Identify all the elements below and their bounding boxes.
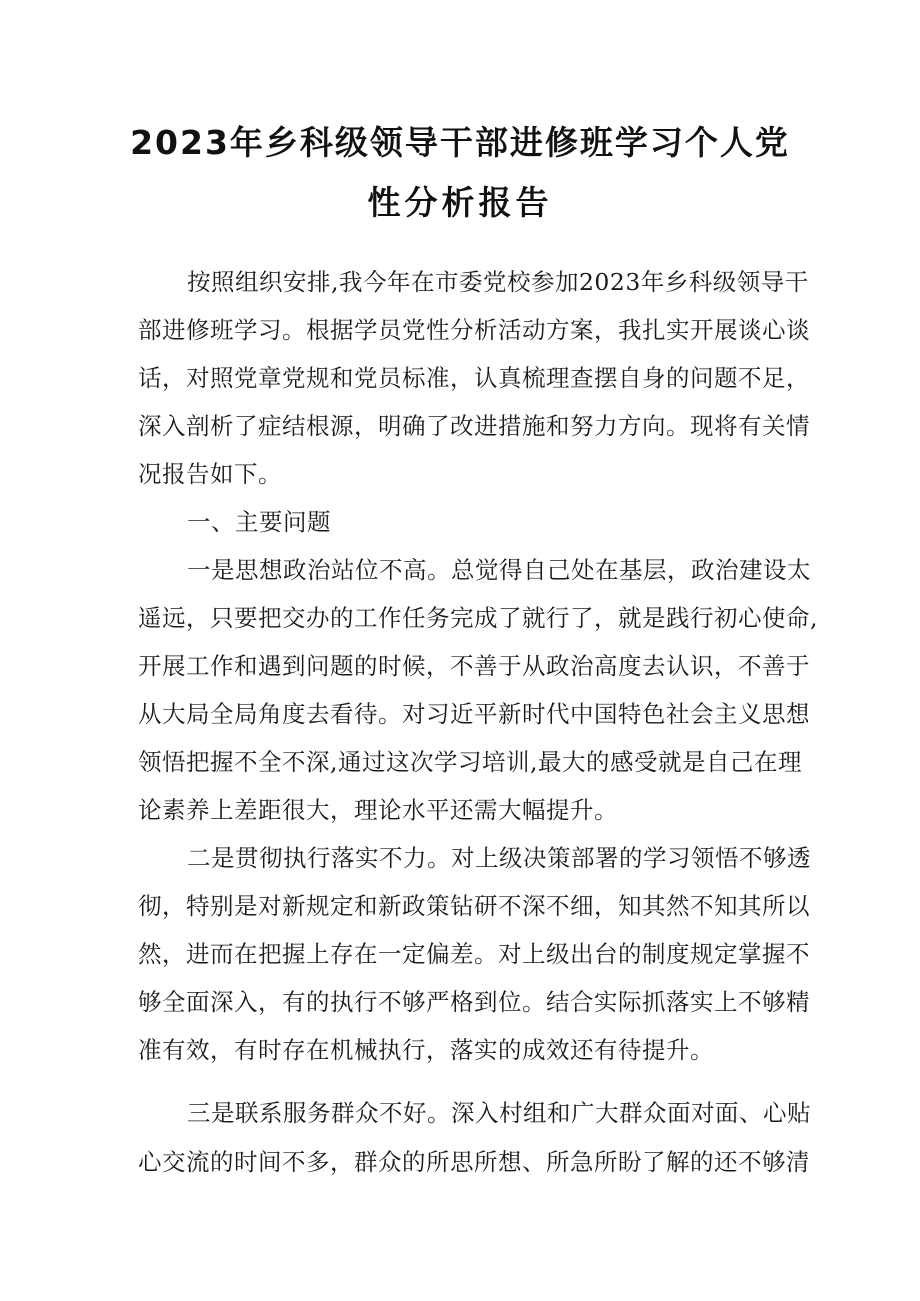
text-line: 按照组织安排,我今年在市委党校参加2023年乡科级领导干 [187, 268, 809, 296]
text-line: 心交流的时间不多，群众的所思所想、所急所盼了解的还不够清 [138, 1148, 810, 1176]
text-line: 况报告如下。 [138, 460, 282, 488]
document-title-line-2: 性分析报告 [367, 183, 553, 222]
text-line: 三是联系服务群众不好。深入村组和广大群众面对面、心贴 [187, 1099, 811, 1127]
text-line: 深入剖析了症结根源，明确了改进措施和努力方向。现将有关情 [138, 412, 810, 440]
text-line: 从大局全局角度去看待。对习近平新时代中国特色社会主义思想 [138, 700, 810, 728]
text-line: 话，对照党章党规和党员标准，认真梳理查摆自身的问题不足， [138, 364, 810, 392]
text-line: 准有效，有时存在机械执行，落实的成效还有待提升。 [138, 1036, 714, 1064]
text-line: 二是贯彻执行落实不力。对上级决策部署的学习领悟不够透 [187, 844, 811, 872]
text-line: 部进修班学习。根据学员党性分析活动方案，我扎实开展谈心谈 [138, 316, 810, 344]
text-line: 够全面深入，有的执行不够严格到位。结合实际抓落实上不够精 [138, 988, 810, 1016]
text-line: 然，进而在把握上存在一定偏差。对上级出台的制度规定掌握不 [138, 940, 810, 968]
section-heading: 一、主要问题 [187, 508, 331, 536]
text-line: 彻，特别是对新规定和新政策钻研不深不细，知其然不知其所以 [138, 892, 810, 920]
text-line: 论素养上差距很大，理论水平还需大幅提升。 [138, 796, 618, 824]
text-line: 开展工作和遇到问题的时候，不善于从政治高度去认识，不善于 [138, 652, 810, 680]
text-line: 遥远，只要把交办的工作任务完成了就行了，就是践行初心使命, [138, 604, 818, 632]
document-title-line-1: 2023年乡科级领导干部进修班学习个人党 [130, 123, 790, 162]
text-line: 领悟把握不全不深,通过这次学习培训,最大的感受就是自己在理 [138, 748, 802, 776]
text-line: 一是思想政治站位不高。总觉得自己处在基层，政治建设太 [187, 556, 811, 584]
